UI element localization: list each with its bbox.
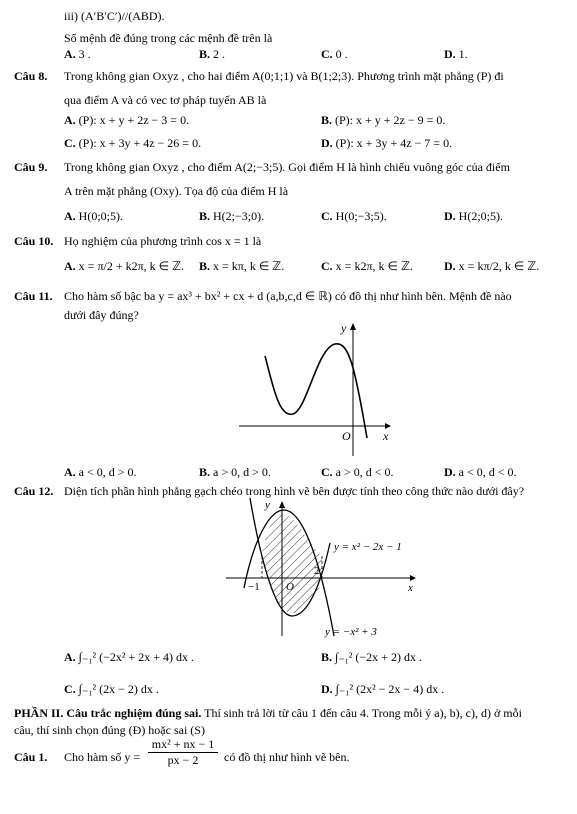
option-b[interactable]: B. x = kπ, k ∈ ℤ. bbox=[199, 259, 285, 273]
question-label: Câu 1. bbox=[14, 750, 48, 764]
part2-instructions: Thí sinh trả lời từ câu 1 đến câu 4. Trong mỗi ý a), b), c), d) ở mỗi bbox=[201, 706, 522, 720]
function-suffix: có đồ thị như hình vẽ bên. bbox=[224, 750, 350, 764]
area-graph bbox=[222, 498, 432, 640]
question-text: Diện tích phần hình phẳng gạch chéo trong hình vẽ bên được tính theo công thức nào dưới đây? bbox=[64, 484, 525, 498]
question-text: Trong không gian Oxyz , cho điểm A(2;−3;5). Gọi điểm H là hình chiếu vuông góc của điểm bbox=[64, 160, 510, 174]
option-d[interactable]: D. 1. bbox=[444, 47, 468, 61]
option-c[interactable]: C. H(0;−3;5). bbox=[321, 209, 387, 223]
x-axis-arrow bbox=[410, 575, 416, 581]
cubic-graph bbox=[235, 318, 395, 460]
option-d[interactable]: D. (P): x + 3y + 4z − 7 = 0. bbox=[321, 136, 453, 150]
y-axis-arrow bbox=[350, 323, 356, 330]
curve1-label: y = x² − 2x − 1 bbox=[334, 541, 402, 553]
option-c[interactable]: C. ∫₋₁² (2x − 2) dx . bbox=[64, 682, 159, 696]
option-a[interactable]: A. x = π/2 + k2π, k ∈ ℤ. bbox=[64, 259, 185, 273]
part2-intro bbox=[14, 706, 522, 720]
count-statement: Số mệnh đề đúng trong các mệnh đề trên là bbox=[64, 31, 273, 45]
option-b[interactable]: B. 2 . bbox=[199, 47, 226, 61]
y-axis-arrow bbox=[279, 501, 285, 508]
tick-2: 2 bbox=[314, 565, 320, 577]
fraction bbox=[148, 738, 218, 767]
part2-heading: PHẦN II. Câu trắc nghiệm đúng sai. bbox=[14, 706, 202, 720]
option-a[interactable]: A. H(0;0;5). bbox=[64, 209, 123, 223]
origin-label: O bbox=[286, 581, 294, 593]
option-a[interactable]: A. a < 0, d > 0. bbox=[64, 465, 137, 479]
option-d[interactable]: D. a < 0, d < 0. bbox=[444, 465, 517, 479]
question-text-cont: A trên mặt phẳng (Oxy). Tọa độ của điểm H là bbox=[64, 184, 289, 198]
option-c[interactable]: C. 0 . bbox=[321, 47, 348, 61]
question-text: Trong không gian Oxyz , cho hai điểm A(0;1;1) và B(1;2;3). Phương trình mặt phẳng (P) đi bbox=[64, 69, 504, 83]
option-b[interactable]: B. a > 0, d > 0. bbox=[199, 465, 271, 479]
question-text-cont: qua điểm A và có vec tơ pháp tuyến AB là bbox=[64, 93, 267, 107]
option-d[interactable]: D. H(2;0;5). bbox=[444, 209, 503, 223]
question-label: Câu 10. bbox=[14, 234, 54, 248]
x-label: x bbox=[408, 582, 413, 594]
option-b[interactable]: B. (P): x + y + 2z − 9 = 0. bbox=[321, 113, 446, 127]
fraction-denominator: px − 2 bbox=[167, 753, 199, 767]
option-a[interactable]: A. (P): x + y + 2z − 3 = 0. bbox=[64, 113, 190, 127]
origin-label: O bbox=[342, 429, 351, 443]
question-label: Câu 12. bbox=[14, 484, 54, 498]
cubic-curve bbox=[265, 344, 367, 438]
option-c[interactable]: C. x = k2π, k ∈ ℤ. bbox=[321, 259, 413, 273]
option-d[interactable]: D. x = kπ/2, k ∈ ℤ. bbox=[444, 259, 540, 273]
item-iii: iii) (A′B′C′)//(ABD). bbox=[64, 9, 165, 23]
y-label: y bbox=[341, 321, 347, 335]
option-c[interactable]: C. a > 0, d < 0. bbox=[321, 465, 394, 479]
option-b[interactable]: B. H(2;−3;0). bbox=[199, 209, 265, 223]
option-a[interactable]: A. ∫₋₁² (−2x² + 2x + 4) dx . bbox=[64, 650, 194, 664]
question-label: Câu 11. bbox=[14, 289, 53, 303]
curve2-label: y = −x² + 3 bbox=[325, 626, 377, 638]
part2-instructions-cont: câu, thí sinh chọn đúng (Đ) hoặc sai (S) bbox=[14, 723, 205, 737]
fraction-numerator: mx² + nx − 1 bbox=[151, 737, 215, 751]
question-label: Câu 9. bbox=[14, 160, 48, 174]
function-prefix: Cho hàm số y = bbox=[64, 750, 141, 764]
question-label: Câu 8. bbox=[14, 69, 48, 83]
tick-neg-1: −1 bbox=[248, 581, 260, 593]
y-label: y bbox=[265, 499, 270, 511]
x-label: x bbox=[383, 429, 389, 443]
question-text: Họ nghiệm của phương trình cos x = 1 là bbox=[64, 234, 262, 248]
hatched-region bbox=[262, 514, 322, 613]
question-text-cont: dưới đây đúng? bbox=[64, 308, 139, 322]
option-d[interactable]: D. ∫₋₁² (2x² − 2x − 4) dx . bbox=[321, 682, 445, 696]
option-a[interactable]: A. 3 . bbox=[64, 47, 91, 61]
option-b[interactable]: B. ∫₋₁² (−2x + 2) dx . bbox=[321, 650, 422, 664]
option-c[interactable]: C. (P): x + 3y + 4z − 26 = 0. bbox=[64, 136, 202, 150]
question-text: Cho hàm số bậc ba y = ax³ + bx² + cx + d (a,b,c,d ∈ ℝ) có đồ thị như hình bên. Mệnh đề nào bbox=[64, 289, 512, 303]
